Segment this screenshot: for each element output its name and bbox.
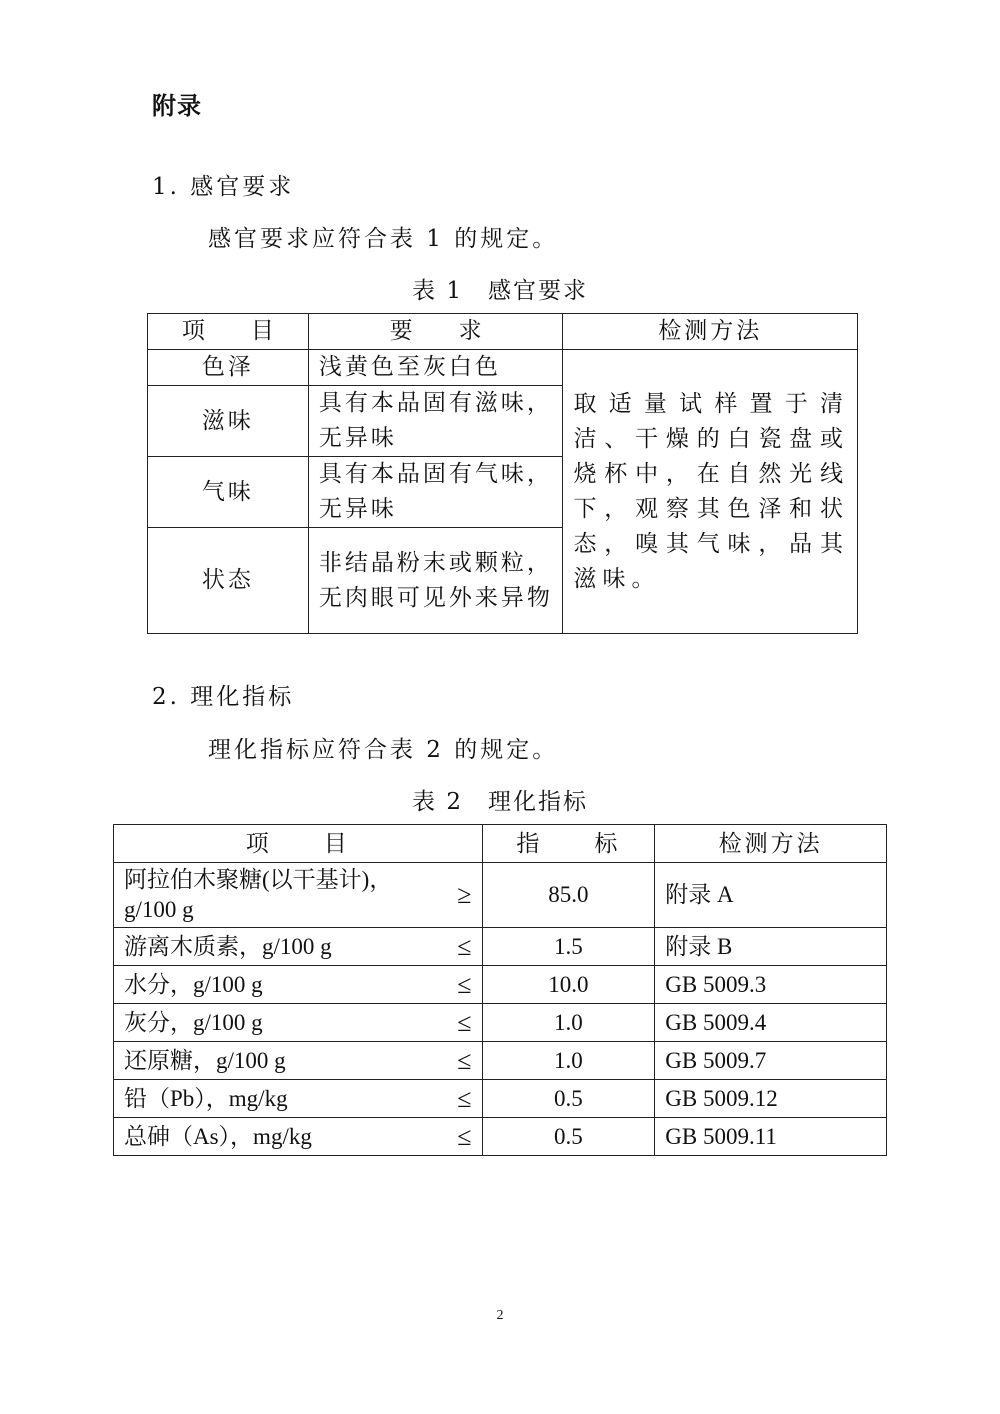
- table-row: [114, 1004, 887, 1042]
- table-row: [114, 1080, 887, 1118]
- section-2-title: 2. 理化指标: [152, 684, 295, 710]
- row-item-label: 还原糖，g/100 g: [124, 1047, 286, 1073]
- header-index: 指 标: [482, 825, 655, 863]
- table-1-caption: 表 1 感官要求: [412, 278, 588, 304]
- comparison-symbol: ≤: [457, 1121, 472, 1151]
- table-header-row: [148, 314, 858, 350]
- header-method: 检测方法: [563, 314, 858, 350]
- comparison-symbol: ≤: [457, 1083, 472, 1113]
- row-item: [114, 1042, 483, 1080]
- row-item-label: 灰分，g/100 g: [124, 1009, 263, 1035]
- row-value: 1.5: [482, 928, 655, 966]
- row-method: 附录 A: [655, 863, 887, 928]
- header-requirement: 要 求: [308, 314, 563, 350]
- table-header-row: [114, 825, 887, 863]
- row-item: [114, 928, 483, 966]
- row-item-label: 铅（Pb），mg/kg: [124, 1085, 288, 1111]
- row-item-label: 游离木质素，g/100 g: [124, 933, 332, 959]
- table-row: [114, 863, 887, 928]
- row-item: [114, 1118, 483, 1156]
- row-item: [114, 966, 483, 1004]
- table-row: [148, 350, 858, 386]
- header-item: 项 目: [148, 314, 309, 350]
- table-row: [114, 1118, 887, 1156]
- table-2-caption: 表 2 理化指标: [412, 789, 588, 815]
- page-number: 2: [496, 1308, 504, 1323]
- table-row: [114, 966, 887, 1004]
- physicochemical-table: [113, 824, 887, 1156]
- row-value: 1.0: [482, 1042, 655, 1080]
- section-2-intro: 理化指标应符合表 2 的规定。: [208, 737, 559, 763]
- row-method: 附录 B: [655, 928, 887, 966]
- row-item: 滋味: [148, 386, 309, 457]
- sensory-method: 取适量试样置于清洁、干燥的白瓷盘或烧杯中，在自然光线下，观察其色泽和状态，嗅其气味，品其滋味。: [563, 350, 858, 634]
- table-row: [114, 1042, 887, 1080]
- comparison-symbol: ≤: [457, 1045, 472, 1075]
- comparison-symbol: ≤: [457, 969, 472, 999]
- row-value: 85.0: [482, 863, 655, 928]
- row-item-label: 阿拉伯木聚糖(以干基计)，g/100 g: [124, 867, 393, 922]
- comparison-symbol: ≤: [457, 1007, 472, 1037]
- row-item-label: 总砷（As），mg/kg: [124, 1123, 312, 1149]
- row-item: 气味: [148, 457, 309, 528]
- row-item: [114, 1080, 483, 1118]
- row-method: GB 5009.12: [655, 1080, 887, 1118]
- row-method: GB 5009.3: [655, 966, 887, 1004]
- row-method: GB 5009.7: [655, 1042, 887, 1080]
- row-item: [114, 863, 483, 928]
- comparison-symbol: ≤: [457, 931, 472, 961]
- row-requirement: 具有本品固有气味，无异味: [308, 457, 563, 528]
- comparison-symbol: ≥: [457, 880, 472, 909]
- sensory-requirements-table: [147, 313, 858, 634]
- section-1-intro: 感官要求应符合表 1 的规定。: [208, 226, 559, 252]
- row-value: 10.0: [482, 966, 655, 1004]
- appendix-heading: 附录: [152, 92, 202, 120]
- row-item: 状态: [148, 528, 309, 634]
- row-requirement: 浅黄色至灰白色: [308, 350, 563, 386]
- row-requirement: 非结晶粉末或颗粒，无肉眼可见外来异物: [308, 528, 563, 634]
- row-requirement: 具有本品固有滋味，无异味: [308, 386, 563, 457]
- section-1-title: 1. 感官要求: [152, 174, 295, 200]
- header-item: 项 目: [114, 825, 483, 863]
- table-row: [114, 928, 887, 966]
- row-item-label: 水分，g/100 g: [124, 971, 263, 997]
- row-method: GB 5009.11: [655, 1118, 887, 1156]
- row-value: 0.5: [482, 1080, 655, 1118]
- row-value: 0.5: [482, 1118, 655, 1156]
- row-item: [114, 1004, 483, 1042]
- row-method: GB 5009.4: [655, 1004, 887, 1042]
- row-item: 色泽: [148, 350, 309, 386]
- header-method: 检测方法: [655, 825, 887, 863]
- row-value: 1.0: [482, 1004, 655, 1042]
